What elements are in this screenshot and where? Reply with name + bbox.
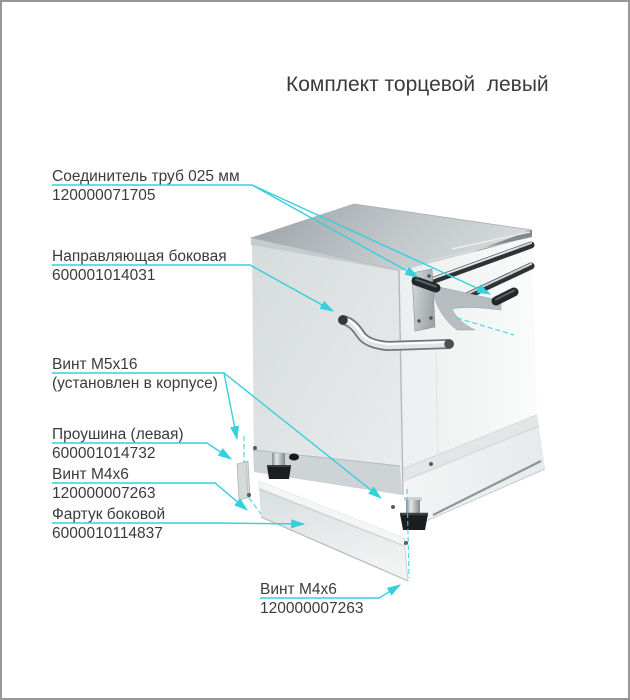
screws [247, 446, 433, 545]
cabinet-left-base-strip [253, 450, 402, 495]
bracket-screw [417, 319, 420, 322]
guide-tube-lower [454, 266, 531, 302]
base-seam [433, 461, 541, 515]
label-lug-left [52, 425, 184, 463]
right-foot [400, 514, 428, 530]
guide-bracket-plate [412, 269, 435, 331]
apron-front [259, 488, 408, 581]
alignment-lines [244, 318, 514, 578]
base-edge [404, 426, 539, 481]
legs [267, 453, 428, 530]
part-number: 600001014732 [52, 445, 156, 463]
screw [391, 505, 395, 509]
part-name: Винт М4х6 [260, 581, 337, 598]
cabinet-right-panel [399, 237, 537, 469]
right-base-recess [403, 415, 539, 481]
bracket-screw [429, 316, 432, 319]
part-name: Винт М5х16 [52, 356, 138, 373]
dashed-line [457, 318, 514, 335]
dashed-line [249, 498, 261, 514]
apron-top-shadow [259, 489, 404, 546]
part-name: Винт М4х6 [52, 466, 129, 483]
handle-outline [343, 320, 449, 346]
handle-highlight [343, 318, 449, 344]
panel-seam [403, 415, 537, 469]
part-number: 600001014031 [52, 267, 156, 285]
page-title: Комплект торцевой левый [286, 73, 549, 96]
dashed-line [407, 489, 409, 578]
guide-tube-lower-highlight [454, 264, 531, 300]
left-leg [272, 453, 285, 468]
left-foot [267, 466, 291, 479]
bracket-screw [427, 274, 430, 277]
label-side-guide [52, 247, 227, 285]
top-glint [427, 238, 529, 261]
part-number: 120000071705 [52, 187, 156, 205]
cabinet-top-edge-front [415, 230, 532, 281]
part-name: Проушина (левая) [52, 426, 184, 443]
base-bottom-edge [410, 469, 545, 528]
part-number: 120000007263 [260, 600, 364, 618]
tube-connector-upper [416, 281, 436, 288]
screw [253, 446, 257, 450]
screw [247, 493, 251, 497]
side-guide-handle [338, 315, 454, 349]
tube-connector-lower-highlight [496, 291, 514, 300]
panel-hole [289, 454, 299, 461]
label-screw-m5x16 [52, 355, 218, 393]
cabinet-top-edge-left [251, 238, 415, 281]
right-leg [406, 500, 420, 516]
cabinet-top-face [251, 204, 532, 274]
cabinet-left-panel [252, 245, 402, 495]
screw [429, 462, 433, 466]
corner-edge [399, 270, 403, 495]
part-number: 120000007263 [52, 485, 156, 503]
label-screw-m4x6-bottom [260, 580, 363, 618]
part-number: 6000010114837 [52, 525, 163, 543]
part-name: Направляющая боковая [52, 248, 227, 265]
side-guide-assembly [412, 243, 531, 331]
apron-right-edge [404, 538, 408, 581]
handle-body [343, 320, 449, 346]
panel-reflection [436, 352, 438, 457]
guide-tube-upper [426, 245, 531, 283]
leader-tube-connector-2 [252, 185, 490, 294]
label-screw-m4x6-left [52, 465, 155, 503]
part-name: Фартук боковой [52, 506, 166, 523]
lug-plate [237, 461, 250, 500]
leader-screw-m5-2 [224, 373, 381, 498]
screw [404, 541, 408, 545]
label-side-apron [52, 505, 165, 543]
tube-connector-upper-highlight [416, 280, 436, 287]
apron-bottom-edge [261, 517, 408, 581]
part-name: Соединитель труб 025 мм [52, 168, 240, 185]
part-note: (установлен в корпусе) [52, 375, 218, 393]
label-tube-connector [52, 167, 240, 205]
cabinet-body [251, 204, 545, 528]
guide-bracket-arm [434, 286, 501, 330]
exploded-parts [237, 461, 408, 581]
lug-edge [246, 462, 248, 498]
guide-tube-upper-highlight [426, 243, 531, 281]
right-leg-collar [404, 497, 422, 501]
guide-tube-glint [429, 248, 517, 280]
right-base-band [404, 426, 545, 528]
tube-connector-lower [496, 292, 514, 301]
handle-end-cap [338, 315, 348, 325]
bracket-screw [415, 277, 418, 280]
handle-end-cap [444, 339, 454, 349]
panel-seam [253, 450, 400, 466]
apron-top-strip [259, 481, 404, 545]
top-glint [452, 232, 530, 249]
